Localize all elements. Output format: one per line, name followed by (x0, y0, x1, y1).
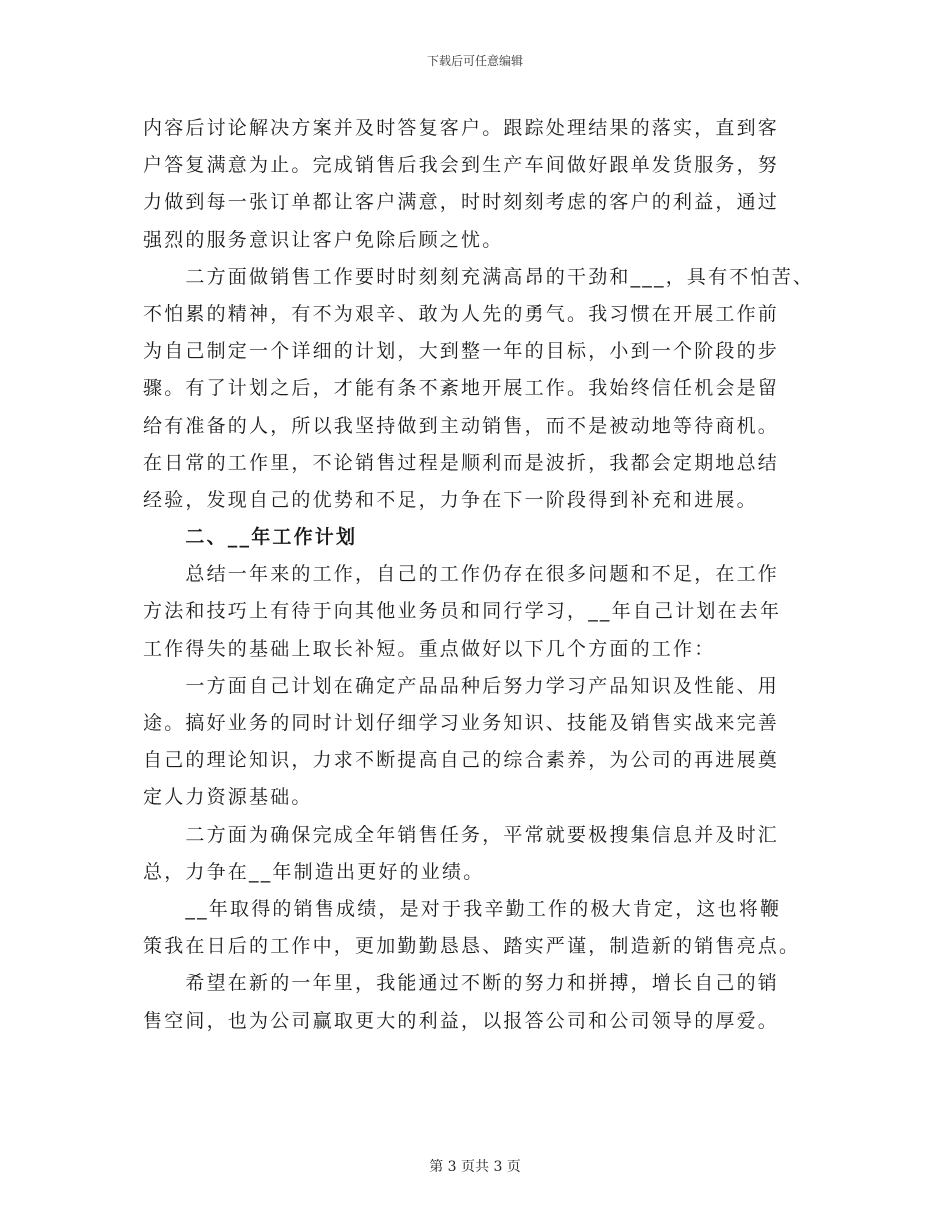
section-heading: 二、__年工作计划 (143, 526, 358, 549)
text-line: 内容后讨论解决方案并及时答复客户。跟踪处理结果的落实，直到客 (143, 117, 780, 139)
text-line: 总，力争在__年制造出更好的业绩。 (143, 860, 485, 883)
text-line: 力做到每一张订单都让客户满意，时时刻刻考虑的客户的利益，通过 (143, 191, 780, 214)
text-line: 骤。有了计划之后，才能有条不紊地开展工作。我始终信任机会是留 (143, 377, 780, 400)
text-line: 策我在日后的工作中，更加勤勤恳恳、踏实严谨，制造新的销售亮点。 (143, 935, 801, 958)
text-line: 自己的理论知识，力求不断提高自己的综合素养，为公司的再进展奠 (143, 749, 780, 772)
text-line: 户答复满意为止。完成销售后我会到生产车间做好跟单发货服务，努 (143, 154, 780, 177)
text-line: 二方面做销售工作要时时刻刻充满高昂的干劲和___，具有不怕苦、 (143, 265, 815, 288)
text-line: 强烈的服务意识让客户免除后顾之忧。 (143, 228, 504, 251)
text-line: 一方面自己计划在确定产品品种后努力学习产品知识及性能、用 (143, 674, 780, 697)
text-line: 不怕累的精神，有不为艰辛、敢为人先的勇气。我习惯在开展工作前 (143, 302, 780, 325)
text-line: 方法和技巧上有待于向其他业务员和同行学习，__年自己计划在去年 (143, 600, 782, 623)
text-line: 工作得失的基础上取长补短。重点做好以下几个方面的工作： (143, 637, 716, 660)
text-line: 定人力资源基础。 (143, 786, 313, 809)
text-line: __年取得的销售成绩，是对于我辛勤工作的极大肯定，这也将鞭 (143, 897, 782, 920)
body-text (143, 110, 833, 1040)
text-line: 二方面为确保完成全年销售任务，平常就要极搜集信息并及时汇 (143, 823, 780, 846)
text-line: 经验，发现自己的优势和不足，力争在下一阶段得到补充和进展。 (143, 488, 758, 511)
text-line: 在日常的工作里，不论销售过程是顺利而是波折，我都会定期地总结 (143, 451, 780, 474)
text-line: 售空间，也为公司赢取更大的利益，以报答公司和公司领导的厚爱。 (143, 1009, 780, 1032)
text-line: 希望在新的一年里，我能通过不断的努力和拼搏，增长自己的销 (143, 972, 780, 995)
text-line: 为自己制定一个详细的计划，大到整一年的目标，小到一个阶段的步 (143, 340, 780, 363)
page-number: 第 3 页共 3 页 (429, 1159, 521, 1175)
text-line: 给有准备的人，所以我坚持做到主动销售，而不是被动地等待商机。 (143, 414, 780, 437)
text-line: 途。搞好业务的同时计划仔细学习业务知识、技能及销售实战来完善 (143, 712, 780, 734)
text-line: 总结一年来的工作，自己的工作仍存在很多问题和不足，在工作 (143, 563, 780, 586)
page-header: 下载后可任意编辑 (426, 54, 523, 68)
